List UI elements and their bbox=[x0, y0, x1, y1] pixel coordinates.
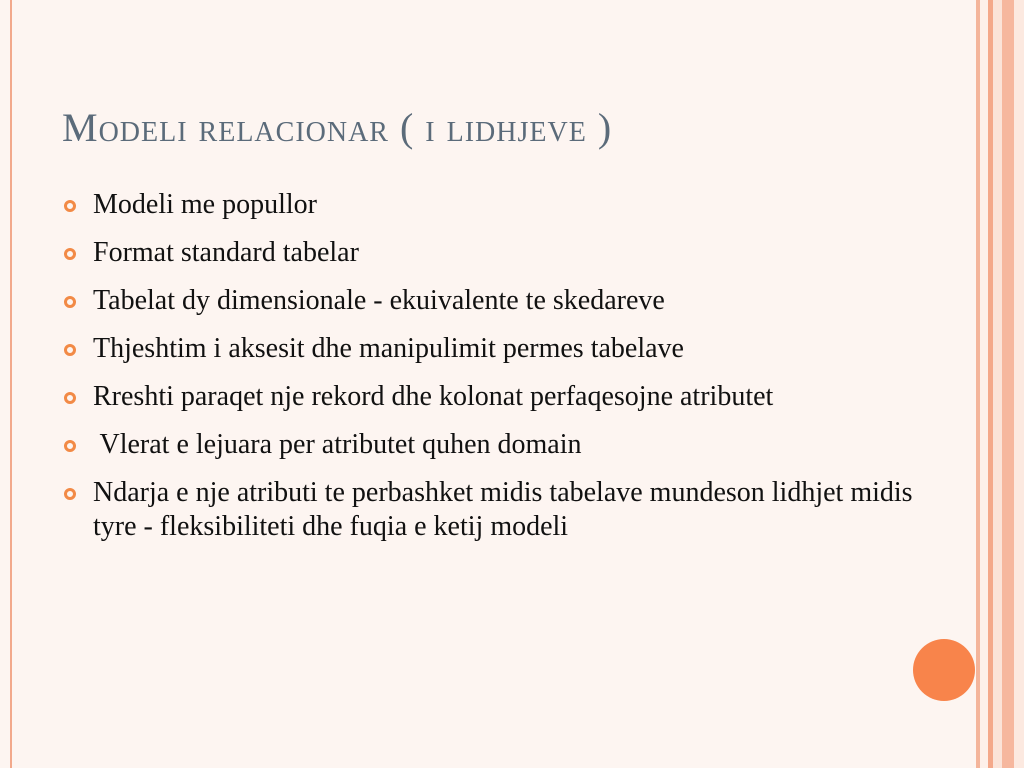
stripe bbox=[993, 0, 1002, 768]
stripe bbox=[980, 0, 988, 768]
orange-circle-icon bbox=[913, 639, 975, 701]
circle-bullet-icon bbox=[64, 344, 76, 356]
circle-bullet-icon bbox=[64, 440, 76, 452]
bullet-text: Tabelat dy dimensionale - ekuivalente te skedareve bbox=[93, 285, 665, 316]
bullet-list bbox=[62, 188, 952, 558]
circle-bullet-icon bbox=[64, 392, 76, 404]
bullet-text: Rreshti paraqet nje rekord dhe kolonat perfaqesojne atributet bbox=[93, 381, 774, 412]
stripe bbox=[1014, 0, 1024, 768]
bullet-text: Thjeshtim i aksesit dhe manipulimit permes tabelave bbox=[93, 333, 684, 364]
bullet-item bbox=[62, 236, 952, 270]
circle-bullet-icon bbox=[64, 296, 76, 308]
bullet-text: Modeli me popullor bbox=[93, 189, 317, 220]
bullet-text: Ndarja e nje atributi te perbashket midis tabelave mundeson lidhjet midis tyre - fleksibiliteti dhe fuqia e ketij modeli bbox=[93, 477, 913, 542]
stripe bbox=[1002, 0, 1014, 768]
bullet-text: Vlerat e lejuara per atributet quhen domain bbox=[93, 429, 582, 460]
circle-bullet-icon bbox=[64, 248, 76, 260]
right-decorative-stripes bbox=[976, 0, 1024, 768]
circle-bullet-icon bbox=[64, 488, 76, 500]
bullet-item bbox=[62, 380, 952, 414]
circle-bullet-icon bbox=[64, 200, 76, 212]
left-border-line bbox=[10, 0, 12, 768]
slide-title: Modeli relacionar ( i lidhjeve ) bbox=[62, 105, 613, 150]
bullet-item bbox=[62, 188, 952, 222]
bullet-text: Format standard tabelar bbox=[93, 237, 359, 268]
bullet-item bbox=[62, 428, 952, 462]
bullet-item bbox=[62, 332, 952, 366]
bullet-item bbox=[62, 476, 952, 544]
bullet-item bbox=[62, 284, 952, 318]
